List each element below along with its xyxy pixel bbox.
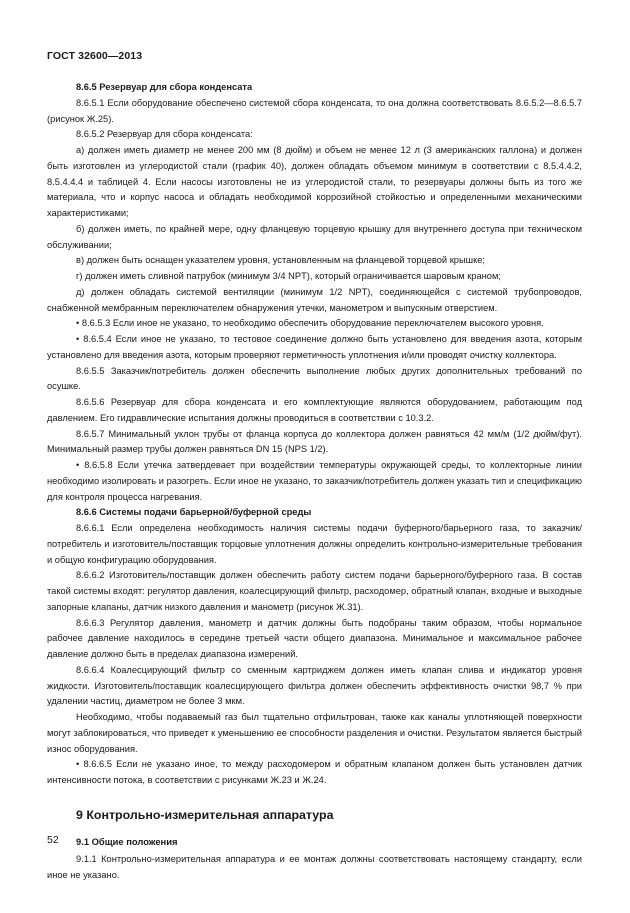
body-paragraph: 8.6.6.1 Если определена необходимость наличия системы подачи буферного/барьерного газа, то заказчик/потребитель и изготовитель/поставщик торцовые уплотнения должны определить контрольно-измерительные требования и общую конфигурацию оборудования.	[47, 523, 582, 565]
body-paragraph: 8.6.6.3 Регулятор давления, манометр и датчик должны быть подобраны таким образом, чтобы нормальное рабочее давление находилось в середине третьей части общего диапазона. Минимальное и максимальное рабочее давление должно быть в пределах диапазона измерений.	[47, 617, 582, 659]
body-paragraph: 8.6.5.2 Резервуар для сбора конденсата:	[76, 129, 253, 140]
body-paragraph: 8.6.5.1 Если оборудование обеспечено системой сбора конденсата, то она должна соответствовать 8.6.5.2—8.6.5.7 (рисунок Ж.25).	[47, 97, 582, 124]
clause-heading: 8.6.6 Системы подачи барьерной/буферной среды	[76, 507, 312, 518]
body-paragraph: 8.6.5.5 Заказчик/потребитель должен обеспечить выполнение любых других дополнительных требований по осушке.	[47, 365, 582, 392]
body-paragraph: • 8.6.5.4 Если иное не указано, то тестовое соединение должно быть установлено для введения азота, которым установлено для введения азота, которым проверяют герметичность уплотнения и/или проводят очистку коллектора.	[47, 334, 582, 360]
body-paragraph: б) должен иметь, по крайней мере, одну фланцевую торцевую крышку для внутреннего доступа при техническом обслуживании;	[47, 223, 582, 250]
body-paragraph: • 8.6.5.3 Если иное не указано, то необходимо обеспечить оборудование переключателем высокого уровня.	[76, 318, 544, 329]
body-paragraph: в) должен быть оснащен указателем уровня, установленным на фланцевой торцевой крышке;	[76, 255, 486, 266]
section-heading: 9 Контрольно-измерительная аппаратура	[76, 807, 334, 822]
body-paragraph: г) должен иметь сливной патрубок (минимум 3/4 NPT), который ограничивается шаровым краном;	[76, 271, 501, 281]
document-body	[47, 80, 582, 883]
body-paragraph: 8.6.6.4 Коалесцирующий фильтр со сменным картриджем должен иметь клапан слива и индикатор уровня жидкости. Изготовитель/поставщик коалесцирующего фильтра должен обеспечить эффективность очистки 98,7 % при удалении частиц, диаметром не более 3 мкм.	[47, 664, 582, 707]
body-paragraph: • 8.6.5.8 Если утечка затвердевает при воздействии температуры окружающей среды, то коллекторные линии необходимо изолировать и разогреть. Если иное не указано, то заказчик/потребитель должен указать тип и спецификацию для контроля процесса нагревания.	[47, 460, 582, 502]
subsection-heading: 9.1 Общие положения	[76, 835, 178, 847]
body-paragraph: 8.6.5.6 Резервуар для сбора конденсата и его комплектующие являются оборудованием, работающим под давлением. Его гидравлические испытания должны проводиться в соответствии с 10.3.2.	[47, 397, 582, 423]
page-number: 52	[47, 834, 59, 846]
body-paragraph: 8.6.6.2 Изготовитель/поставщик должен обеспечить работу систем подачи барьерного/буферного газа. В состав такой системы входят: регулятор давления, коалесцирующий фильтр, расходомер, обратный клапан, входные и выходные запорные клапаны, датчик низкого давления и манометр (рисунок Ж.31).	[47, 570, 582, 612]
body-paragraph: 9.1.1 Контрольно-измерительная аппаратура и ее монтаж должны соответствовать настоящему стандарту, если иное не указано.	[47, 853, 582, 880]
document-header: ГОСТ 32600—2013	[47, 50, 143, 62]
body-paragraph: • 8.6.6.5 Если не указано иное, то между расходомером и обратным клапаном должен быть установлен датчик интенсивности потока, в соответствии с рисунками Ж.23 и Ж.24.	[47, 759, 582, 785]
body-paragraph: 8.6.5.7 Минимальный уклон трубы от фланца корпуса до коллектора должен равняться 42 мм/м (1/2 дюйм/фут). Минимальный размер трубы должен равняться DN 15 (NPS 1/2).	[47, 428, 582, 455]
body-paragraph: Необходимо, чтобы подаваемый газ был тщательно отфильтрован, также как каналы уплотняющей поверхности могут заблокироваться, что приведет к уменьшению ее способности разделения и очистки. Результатом является быстрый износ оборудования.	[47, 712, 582, 754]
clause-heading: 8.6.5 Резервуар для сбора конденсата	[76, 82, 253, 92]
body-paragraph: а) должен иметь диаметр не менее 200 мм (8 дюйм) и объем не менее 12 л (3 американских галлона) и должен быть изготовлен из углеродистой стали (график 40), должен обладать объемом минимум в соответствии с 8.5.4.4.2, 8.5.4.4.4 и таблицей 4. Если насосы изготовлены не из углеродистой стали, то резервуары должны быть из того же материала, что и корпус насоса и обладать необходимой коррозийной стойкостью и определенными механическими характеристиками;	[47, 145, 582, 218]
body-paragraph: д) должен обладать системой вентиляции (минимум 1/2 NPT), соединяющейся с системой трубопроводов, снабженной мембранным переключателем обнаружения утечки, манометром и выпускным отверстием.	[47, 286, 582, 313]
